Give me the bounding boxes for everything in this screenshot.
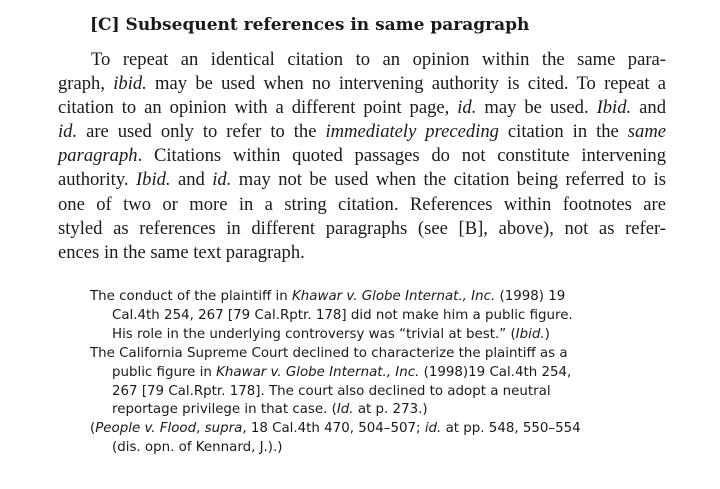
paragraph-line xyxy=(58,72,666,96)
text-run: at pp. 548, 550–554 xyxy=(441,421,581,437)
text-run: citation to an opinion with a different point page, xyxy=(58,97,458,119)
paragraph-line xyxy=(58,144,666,168)
paragraph-line xyxy=(58,168,666,192)
paragraph-line xyxy=(58,96,666,120)
text-run: The conduct of the plaintiff in xyxy=(90,289,293,304)
text-run: , 18 Cal.4th 470, 504–507; xyxy=(242,421,425,437)
paragraph-line xyxy=(58,120,666,144)
italic-text: Id. xyxy=(336,402,354,418)
example-line xyxy=(90,307,650,326)
italic-text: Khawar v. Globe Internat., Inc. xyxy=(216,364,420,380)
italic-text: id. xyxy=(58,121,78,143)
text-run: To repeat an identical citation to an opinion within the same para- xyxy=(91,49,666,70)
italic-text: immediately preceding xyxy=(325,121,499,143)
text-run: are used only to refer to the xyxy=(77,121,326,143)
text-run: . Citations within quoted passages do not constitute intervening xyxy=(137,145,666,167)
text-run: graph, xyxy=(58,73,114,95)
text-run: ences in the same text paragraph. xyxy=(58,241,305,263)
italic-text: Ibid. xyxy=(135,169,171,191)
text-run: at p. 273.) xyxy=(353,402,428,418)
text-run: 267 [79 Cal.Rptr. 178]. The court also declined to adopt a neutral xyxy=(112,383,551,399)
text-run: Cal.4th 254, 267 [79 Cal.Rptr. 178] did not make him a public figure. xyxy=(112,307,573,323)
text-run: (1998)19 Cal.4th 254, xyxy=(419,364,572,380)
text-run: authority. xyxy=(58,169,136,191)
example-line xyxy=(90,420,650,439)
example-line xyxy=(90,345,650,364)
text-run: (1998) 19 xyxy=(495,289,566,304)
text-run: may be used. xyxy=(476,97,597,119)
italic-text: same xyxy=(627,121,666,143)
example-line xyxy=(90,383,650,402)
text-run: (dis. opn. of Kennard, J.).) xyxy=(112,440,283,456)
text-run: public figure in xyxy=(112,364,217,380)
italic-text: paragraph xyxy=(58,145,138,167)
example-line xyxy=(90,401,650,420)
paragraph-line xyxy=(58,48,666,72)
italic-text: Khawar v. Globe Internat., Inc. xyxy=(292,289,496,304)
text-run: ( xyxy=(90,421,96,437)
italic-text: Ibid. xyxy=(515,326,545,342)
text-run: , xyxy=(196,421,205,437)
italic-text: ibid. xyxy=(113,73,147,95)
text-run: styled as references in different paragraphs (see [B], above), not as refer- xyxy=(58,217,666,239)
paragraph-line xyxy=(58,241,666,265)
text-run: may be used when no intervening authority is cited. To repeat a xyxy=(146,73,666,95)
body-paragraph xyxy=(58,48,666,265)
text-run: one of two or more in a string citation. References within footnotes are xyxy=(58,193,666,215)
text-run: His role in the underlying controversy was “trivial at best.” ( xyxy=(112,326,516,342)
italic-text: id. xyxy=(457,97,477,119)
text-run: and xyxy=(170,169,213,191)
text-run: ) xyxy=(544,326,550,342)
example-line xyxy=(90,326,650,345)
text-run: citation in the xyxy=(498,121,628,143)
example-line xyxy=(90,364,650,383)
text-run: The California Supreme Court declined to characterize the plaintiff as a xyxy=(90,345,568,361)
example-block xyxy=(90,288,650,458)
italic-text: supra xyxy=(204,421,243,437)
paragraph-line xyxy=(58,217,666,241)
example-line xyxy=(90,288,650,307)
section-heading: [C] Subsequent references in same paragraph xyxy=(90,15,530,35)
paragraph-line xyxy=(58,193,666,217)
text-run: and xyxy=(631,97,666,119)
example-line xyxy=(90,439,650,458)
italic-text: Ibid. xyxy=(596,97,632,119)
italic-text: id. xyxy=(212,169,232,191)
text-run: reportage privilege in that case. ( xyxy=(112,402,337,418)
italic-text: People v. Flood xyxy=(95,421,197,437)
text-run: may not be used when the citation being referred to is xyxy=(231,169,666,191)
italic-text: id. xyxy=(424,421,442,437)
